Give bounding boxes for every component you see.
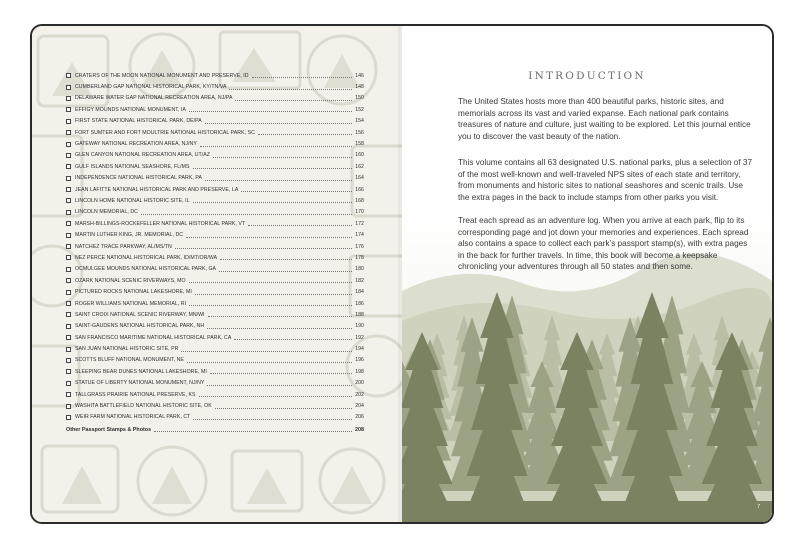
toc-entry-name: STATUE OF LIBERTY NATIONAL MONUMENT, NJ/NY bbox=[75, 380, 205, 387]
toc-entry-page: 170 bbox=[355, 209, 364, 216]
toc-entry-page: 146 bbox=[355, 72, 364, 79]
toc-entry-name: CUMBERLAND GAP NATIONAL HISTORICAL PARK, KY/TN/VA bbox=[75, 84, 227, 91]
visited-checkbox[interactable] bbox=[66, 153, 71, 158]
toc-entry-name: ROGER WILLIAMS NATIONAL MEMORIAL, RI bbox=[75, 300, 187, 307]
toc-entry-page: 202 bbox=[355, 391, 364, 398]
table-of-contents bbox=[66, 70, 364, 423]
toc-entry-name: JEAN LAFITTE NATIONAL HISTORICAL PARK AND PRESERVE, LA bbox=[75, 186, 239, 193]
visited-checkbox[interactable] bbox=[66, 142, 71, 147]
toc-extra-name: Other Passport Stamps & Photos bbox=[66, 426, 152, 433]
toc-entry-page: 196 bbox=[355, 357, 364, 364]
toc-entry-name: SAN JUAN NATIONAL HISTORIC SITE, PR bbox=[75, 346, 179, 353]
toc-entry-page: 182 bbox=[355, 277, 364, 284]
toc-entry-page: 190 bbox=[355, 323, 364, 330]
intro-paragraph-3: Treat each spread as an adventure log. When you arrive at each park, flip to its corresponding page and jot down your memories and experiences. Each spread also contains a space to collect each park’s passport stamp(s), with extra pages in the back for further travels. In time, this book will become a keepsake chronicling your adventures through all 50 states and then some. bbox=[458, 216, 749, 271]
toc-entry-name: GLEN CANYON NATIONAL RECREATION AREA, UT/AZ bbox=[75, 152, 210, 159]
toc-entry[interactable] bbox=[66, 218, 364, 229]
toc-entry-page: 180 bbox=[355, 266, 364, 273]
toc-extra-page: 208 bbox=[355, 426, 364, 433]
toc-entry-page: 184 bbox=[355, 289, 364, 296]
toc-entry[interactable] bbox=[66, 400, 364, 411]
toc-entry-page: 178 bbox=[355, 254, 364, 261]
toc-entry-name: GATEWAY NATIONAL RECREATION AREA, NJ/NY bbox=[75, 141, 197, 148]
toc-entry[interactable] bbox=[66, 184, 364, 195]
toc-entry-name: FORT SUMTER AND FORT MOULTRIE NATIONAL HISTORICAL PARK, SC bbox=[75, 129, 255, 136]
toc-leader bbox=[210, 373, 352, 374]
toc-leader bbox=[220, 259, 352, 260]
visited-checkbox[interactable] bbox=[66, 415, 71, 420]
toc-entry[interactable] bbox=[66, 286, 364, 297]
visited-checkbox[interactable] bbox=[66, 255, 71, 260]
toc-leader bbox=[241, 191, 352, 192]
toc-entry-name: WEIR FARM NATIONAL HISTORICAL PARK, CT bbox=[75, 414, 191, 421]
toc-entry[interactable] bbox=[66, 81, 364, 92]
toc-entry[interactable] bbox=[66, 366, 364, 377]
visited-checkbox[interactable] bbox=[66, 85, 71, 90]
page-number: 7 bbox=[757, 504, 760, 510]
toc-leader bbox=[193, 168, 353, 169]
toc-entry-page: 166 bbox=[355, 186, 364, 193]
toc-entry-page: 168 bbox=[355, 197, 364, 204]
toc-leader bbox=[205, 123, 352, 124]
toc-entry-page: 160 bbox=[355, 152, 364, 159]
toc-entry-page: 206 bbox=[355, 414, 364, 421]
introduction-heading: INTRODUCTION bbox=[528, 70, 646, 82]
toc-extra-entry[interactable] bbox=[66, 424, 364, 435]
toc-leader bbox=[207, 385, 352, 386]
toc-entry[interactable] bbox=[66, 104, 364, 115]
visited-checkbox[interactable] bbox=[66, 278, 71, 283]
toc-leader bbox=[181, 351, 352, 352]
toc-entry[interactable] bbox=[66, 229, 364, 240]
visited-checkbox[interactable] bbox=[66, 358, 71, 363]
visited-checkbox[interactable] bbox=[66, 301, 71, 306]
visited-checkbox[interactable] bbox=[66, 164, 71, 169]
toc-entry-name: LINCOLN HOME NATIONAL HISTORIC SITE, IL bbox=[75, 197, 190, 204]
toc-entry-name: WASHITA BATTLEFIELD NATIONAL HISTORIC SITE, OK bbox=[75, 403, 212, 410]
toc-entry[interactable] bbox=[66, 264, 364, 275]
toc-entry[interactable] bbox=[66, 173, 364, 184]
toc-entry-page: 158 bbox=[355, 141, 364, 148]
toc-entry-name: PICTURED ROCKS NATIONAL LAKESHORE, MI bbox=[75, 289, 192, 296]
toc-entry-name: SAINT CROIX NATIONAL SCENIC RIVERWAY, MN/WI bbox=[75, 311, 205, 318]
toc-entry-name: MARTIN LUTHER KING, JR. MEMORIAL, DC bbox=[75, 232, 184, 239]
visited-checkbox[interactable] bbox=[66, 73, 71, 78]
toc-entry[interactable] bbox=[66, 127, 364, 138]
visited-checkbox[interactable] bbox=[66, 267, 71, 272]
toc-entry[interactable] bbox=[66, 150, 364, 161]
visited-checkbox[interactable] bbox=[66, 221, 71, 226]
toc-entry[interactable] bbox=[66, 309, 364, 320]
toc-leader bbox=[219, 271, 352, 272]
toc-entry[interactable] bbox=[66, 412, 364, 423]
toc-entry[interactable] bbox=[66, 252, 364, 263]
toc-entry-name: LINCOLN MEMORIAL, DC bbox=[75, 209, 138, 216]
visited-checkbox[interactable] bbox=[66, 96, 71, 101]
toc-entry-page: 198 bbox=[355, 368, 364, 375]
book-spread bbox=[30, 24, 774, 524]
visited-checkbox[interactable] bbox=[66, 198, 71, 203]
toc-entry-page: 154 bbox=[355, 118, 364, 125]
toc-entry-page: 186 bbox=[355, 300, 364, 307]
toc-entry-name: SLEEPING BEAR DUNES NATIONAL LAKESHORE, MI bbox=[75, 368, 207, 375]
toc-entry-page: 174 bbox=[355, 232, 364, 239]
visited-checkbox[interactable] bbox=[66, 335, 71, 340]
toc-leader bbox=[199, 396, 353, 397]
toc-leader bbox=[189, 305, 352, 306]
visited-checkbox[interactable] bbox=[66, 404, 71, 409]
visited-checkbox[interactable] bbox=[66, 290, 71, 295]
toc-entry-page: 188 bbox=[355, 311, 364, 318]
toc-entry[interactable] bbox=[66, 207, 364, 218]
toc-leader bbox=[215, 408, 352, 409]
toc-entry-page: 200 bbox=[355, 380, 364, 387]
toc-entry[interactable] bbox=[66, 298, 364, 309]
visited-checkbox[interactable] bbox=[66, 119, 71, 124]
visited-checkbox[interactable] bbox=[66, 187, 71, 192]
toc-entry-page: 204 bbox=[355, 403, 364, 410]
toc-page bbox=[32, 26, 402, 522]
toc-leader bbox=[258, 134, 352, 135]
toc-entry-page: 162 bbox=[355, 163, 364, 170]
toc-leader bbox=[205, 180, 352, 181]
toc-entry[interactable] bbox=[66, 116, 364, 127]
intro-paragraph-2: This volume contains all 63 designated U.S. national parks, plus a selection of 37 of the most well-known and well-traveled NPS sites of each state and territory, from monuments and historic sites to national seashores and scenic trails. Use the extra pages in the back to include stamps from other parks you visit. bbox=[458, 158, 753, 202]
toc-entry-name: OCMULGEE MOUNDS NATIONAL HISTORICAL PARK, GA bbox=[75, 266, 217, 273]
toc-entry[interactable] bbox=[66, 332, 364, 343]
visited-checkbox[interactable] bbox=[66, 107, 71, 112]
toc-entry-page: 176 bbox=[355, 243, 364, 250]
toc-entry[interactable] bbox=[66, 161, 364, 172]
toc-leader bbox=[252, 77, 353, 78]
toc-leader bbox=[193, 202, 353, 203]
toc-entry-page: 192 bbox=[355, 334, 364, 341]
toc-entry-name: INDEPENDENCE NATIONAL HISTORICAL PARK, PA bbox=[75, 175, 202, 182]
toc-leader bbox=[193, 419, 352, 420]
visited-checkbox[interactable] bbox=[66, 312, 71, 317]
toc-leader bbox=[141, 214, 352, 215]
toc-entry-name: SAN FRANCISCO MARITIME NATIONAL HISTORICAL PARK, CA bbox=[75, 334, 232, 341]
toc-entry[interactable] bbox=[66, 343, 364, 354]
visited-checkbox[interactable] bbox=[66, 176, 71, 181]
toc-entry-name: EFFIGY MOUNDS NATIONAL MONUMENT, IA bbox=[75, 106, 186, 113]
toc-leader bbox=[208, 316, 353, 317]
toc-entry-name: SCOTTS BLUFF NATIONAL MONUMENT, NE bbox=[75, 357, 184, 364]
toc-entry[interactable] bbox=[66, 93, 364, 104]
toc-entry-page: 156 bbox=[355, 129, 364, 136]
toc-entry[interactable] bbox=[66, 321, 364, 332]
visited-checkbox[interactable] bbox=[66, 347, 71, 352]
toc-entry-page: 148 bbox=[355, 84, 364, 91]
toc-leader bbox=[186, 237, 352, 238]
toc-leader bbox=[189, 282, 353, 283]
toc-entry-page: 172 bbox=[355, 220, 364, 227]
toc-entry[interactable] bbox=[66, 389, 364, 400]
toc-leader bbox=[207, 328, 352, 329]
visited-checkbox[interactable] bbox=[66, 324, 71, 329]
toc-entry-page: 152 bbox=[355, 106, 364, 113]
toc-entry[interactable] bbox=[66, 241, 364, 252]
toc-entry-page: 164 bbox=[355, 175, 364, 182]
toc-leader bbox=[200, 146, 352, 147]
toc-entry-name: OZARK NATIONAL SCENIC RIVERWAYS, MO bbox=[75, 277, 186, 284]
toc-leader bbox=[235, 100, 352, 101]
toc-leader bbox=[175, 248, 352, 249]
toc-entry[interactable] bbox=[66, 138, 364, 149]
visited-checkbox[interactable] bbox=[66, 381, 71, 386]
toc-entry-name: MARSH-BILLINGS-ROCKEFELLER NATIONAL HISTORICAL PARK, VT bbox=[75, 220, 246, 227]
toc-entry[interactable] bbox=[66, 355, 364, 366]
toc-entry[interactable] bbox=[66, 70, 364, 81]
introduction-page bbox=[402, 26, 772, 522]
visited-checkbox[interactable] bbox=[66, 369, 71, 374]
toc-entry-name: NATCHEZ TRACE PARKWAY, AL/MS/TN bbox=[75, 243, 172, 250]
visited-checkbox[interactable] bbox=[66, 210, 71, 215]
toc-entry[interactable] bbox=[66, 275, 364, 286]
toc-leader bbox=[187, 362, 352, 363]
visited-checkbox[interactable] bbox=[66, 130, 71, 135]
toc-entry-name: DELAWARE WATER GAP NATIONAL RECREATION AREA, NJ/PA bbox=[75, 95, 233, 102]
toc-entry[interactable] bbox=[66, 195, 364, 206]
toc-entry[interactable] bbox=[66, 378, 364, 389]
toc-leader bbox=[234, 339, 352, 340]
toc-entry-page: 194 bbox=[355, 346, 364, 353]
visited-checkbox[interactable] bbox=[66, 244, 71, 249]
toc-leader bbox=[248, 225, 352, 226]
toc-leader bbox=[154, 431, 352, 432]
toc-entry-page: 150 bbox=[355, 95, 364, 102]
toc-entry-name: GULF ISLANDS NATIONAL SEASHORE, FL/MS bbox=[75, 163, 190, 170]
visited-checkbox[interactable] bbox=[66, 233, 71, 238]
toc-leader bbox=[229, 89, 352, 90]
toc-leader bbox=[195, 294, 352, 295]
toc-leader bbox=[213, 157, 352, 158]
toc-leader bbox=[189, 111, 352, 112]
toc-entry-name: TALLGRASS PRAIRIE NATIONAL PRESERVE, KS bbox=[75, 391, 196, 398]
toc-entry-name: SAINT-GAUDENS NATIONAL HISTORICAL PARK, NH bbox=[75, 323, 205, 330]
toc-entry-name: FIRST STATE NATIONAL HISTORICAL PARK, DE/PA bbox=[75, 118, 202, 125]
visited-checkbox[interactable] bbox=[66, 392, 71, 397]
intro-paragraph-1: The United States hosts more than 400 beautiful parks, historic sites, and memorials across its vast and varied expanse. Each national park contains treasures of nature and culture, just waiting to be explored. Let this journal entice you to discover the vast beauty of the nation. bbox=[458, 97, 751, 141]
toc-entry-name: CRATERS OF THE MOON NATIONAL MONUMENT AND PRESERVE, ID bbox=[75, 72, 249, 79]
toc-entry-name: NEZ PERCE NATIONAL HISTORICAL PARK, ID/MT/OR/WA bbox=[75, 254, 218, 261]
